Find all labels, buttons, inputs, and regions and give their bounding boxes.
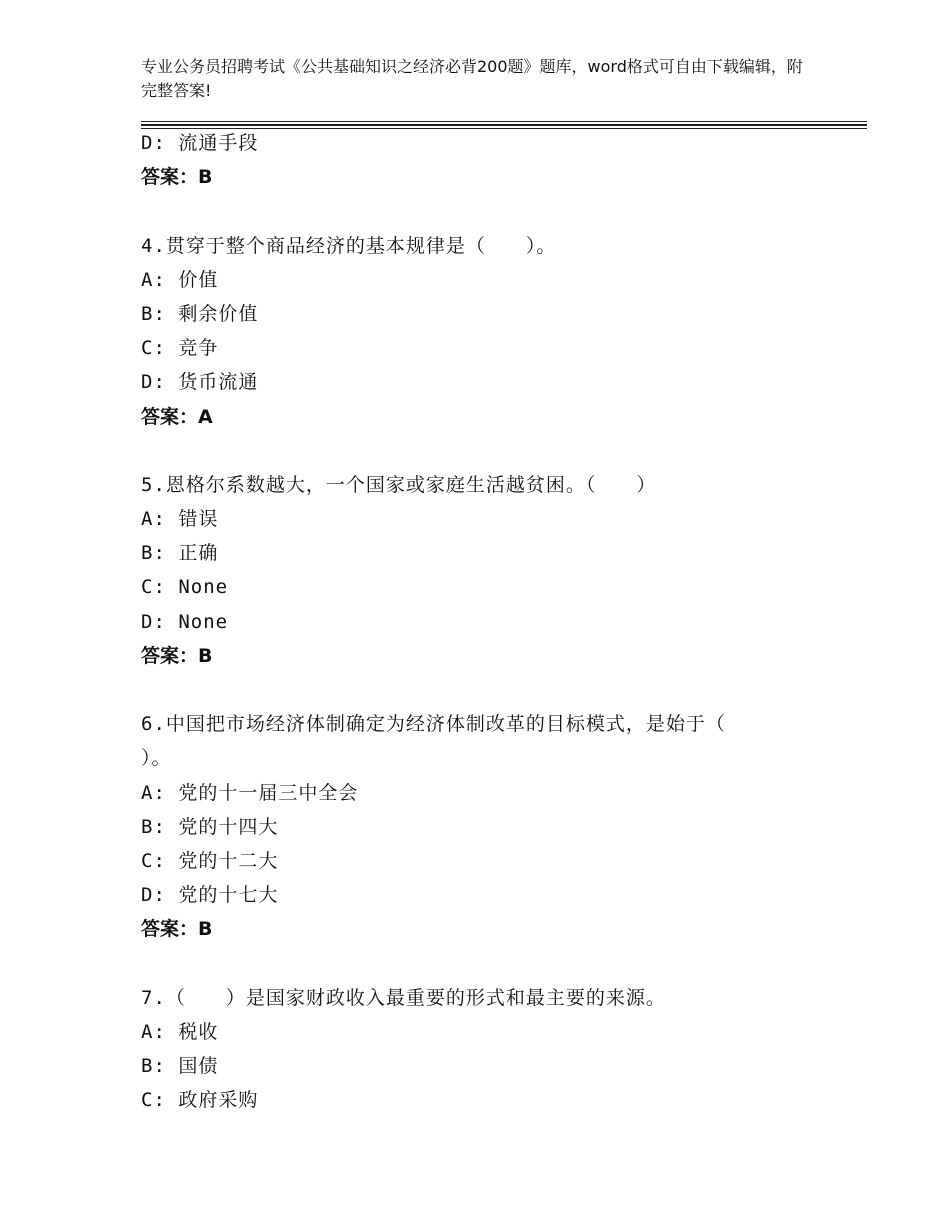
header-divider — [141, 121, 867, 122]
document-body — [141, 126, 841, 1117]
option-b: B: 剩余价值 — [141, 302, 259, 325]
spacer — [141, 194, 841, 228]
option-b: B: 国债 — [141, 1055, 219, 1078]
option-d: D: 党的十七大 — [141, 884, 279, 907]
answer-line: 答案：B — [141, 644, 213, 667]
question-block — [141, 468, 841, 673]
answer-line: 答案：A — [141, 405, 213, 428]
option-b: B: 正确 — [141, 542, 219, 565]
question-stem: 4.贯穿于整个商品经济的基本规律是（ ）。 — [141, 234, 557, 257]
option-a: A: 税收 — [141, 1020, 219, 1043]
page-header — [141, 55, 811, 103]
answer-line: 答案：B — [141, 166, 213, 189]
question-stem: 7.（ ）是国家财政收入最重要的形式和最主要的来源。 — [141, 986, 666, 1009]
answer-line: 答案：B — [141, 918, 213, 941]
question-block — [141, 981, 841, 1118]
question-block — [141, 229, 841, 434]
spacer — [141, 434, 841, 468]
spacer — [141, 947, 841, 981]
question-block — [141, 707, 841, 946]
option-a: A: 价值 — [141, 268, 219, 291]
option-c: C: 党的十二大 — [141, 849, 279, 872]
option-d: D: 流通手段 — [141, 132, 259, 154]
option-b: B: 党的十四大 — [141, 815, 279, 838]
option-a: A: 错误 — [141, 508, 219, 531]
question-stem: 5.恩格尔系数越大，一个国家或家庭生活越贫困。（ ） — [141, 473, 657, 496]
spacer — [141, 673, 841, 707]
question-stem: 6.中国把市场经济体制确定为经济体制改革的目标模式，是始于（ — [141, 713, 726, 736]
option-c: C: 政府采购 — [141, 1089, 259, 1112]
option-c: C: None — [141, 576, 229, 599]
option-a: A: 党的十一届三中全会 — [141, 781, 359, 804]
option-d: D: 货币流通 — [141, 371, 259, 394]
question-stem-continued: ）。 — [141, 747, 172, 770]
option-c: C: 竞争 — [141, 337, 219, 360]
header-text: 专业公务员招聘考试《公共基础知识之经济必背200题》题库，word格式可自由下载编辑，附完整答案! — [141, 57, 803, 100]
option-d: D: None — [141, 610, 229, 633]
